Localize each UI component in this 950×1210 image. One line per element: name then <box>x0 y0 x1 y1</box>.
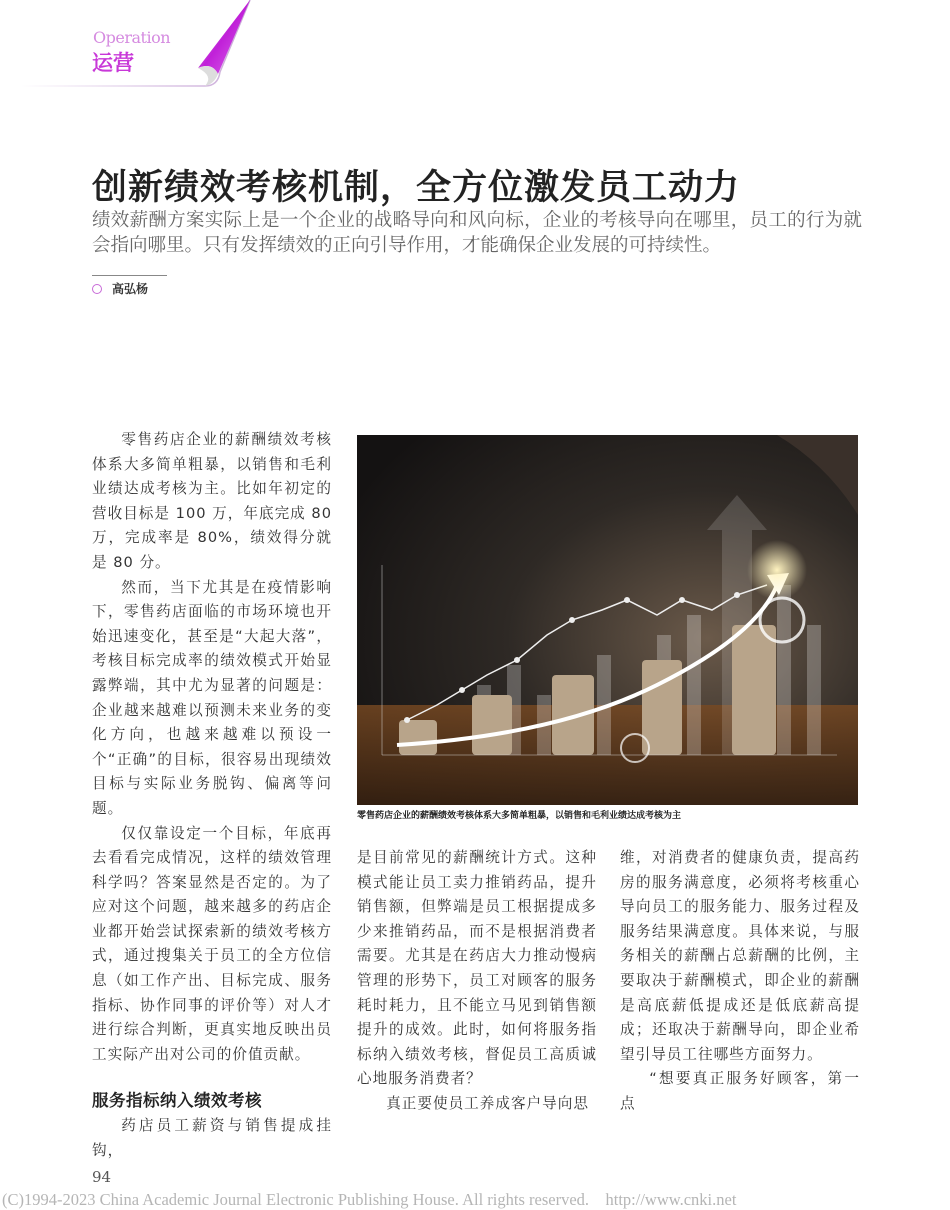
author-byline <box>92 280 148 297</box>
page-number: 94 <box>92 1168 112 1186</box>
author-name: 高弘杨 <box>112 282 149 296</box>
section-label-en: Operation <box>93 28 170 47</box>
article-subtitle: 绩效薪酬方案实际上是一个企业的战略导向和风向标，企业的考核导向在哪里，员工的行为就会指向哪里。只有发挥绩效的正向引导作用，才能确保企业发展的可持续性。 <box>92 210 862 256</box>
paragraph: 然而，当下尤其是在疫情影响下，零售药店面临的市场环境也开始迅速变化，甚至是“大起大落”，考核目标完成率的绩效模式开始显露弊端，其中尤为显著的问题是：企业越来越难以预测未来业务的变化方向，也越来越难以预设一个“正确”的目标，很容易出现绩效目标与实际业务脱钩、偏离等问题。 <box>92 578 332 817</box>
copyright-watermark: (C)1994-2023 China Academic Journal Electronic Publishing House. All rights reserved. http://www.cnki.net <box>2 1190 737 1209</box>
article-photo <box>357 435 858 805</box>
paragraph: 是目前常见的薪酬统计方式。这种模式能让员工卖力推销药品，提升销售额，但弊端是员工根据提成多少来推销药品，而不是根据消费者需要。尤其是在药店大力推动慢病管理的形势下，员工对顾客的服务耗时耗力，且不能立马见到销售额提升的成效。此时，如何将服务指标纳入绩效考核，督促员工高质诚心地服务消费者？ <box>357 849 597 1088</box>
paragraph: 维，对消费者的健康负责，提高药房的服务满意度，必须将考核重心导向员工的服务能力、服务过程及服务结果满意度。具体来说，与服务相关的薪酬占总薪酬的比例，主要取决于薪酬模式，即企业的薪酬是高底薪低提成还是低底薪高提成；还取决于薪酬导向，即企业希望引导员工往哪些方面努力。 <box>620 849 860 1063</box>
section-heading: 服务指标纳入绩效考核 <box>92 1091 262 1111</box>
paragraph: 真正要使员工养成客户导向思 <box>386 1094 589 1112</box>
photo-caption: 零售药店企业的薪酬绩效考核体系大多简单粗暴，以销售和毛利业绩达成考核为主 <box>357 811 682 821</box>
paragraph: “想要真正服务好顾客，第一点 <box>620 1070 860 1112</box>
column-3 <box>620 846 860 1117</box>
paragraph: 零售药店企业的薪酬绩效考核体系大多简单粗暴，以销售和毛利业绩达成考核为主。比如年初定的营收目标是 100 万，年底完成 80 万，完成率是 80%，绩效得分就是 80 分。 <box>92 431 332 571</box>
circle-bullet-icon <box>92 284 102 294</box>
author-divider <box>92 275 167 276</box>
article-title: 创新绩效考核机制，全方位激发员工动力 <box>92 168 741 208</box>
paragraph: 仅仅靠设定一个目标，年底再去看看完成情况，这样的绩效管理科学吗？答案显然是否定的。为了应对这个问题，越来越多的药店企业都开始尝试探索新的绩效考核方式，通过搜集关于员工的全方位信息（如工作产出、目标完成、服务指标、协作同事的评价等）对人才进行综合判断，更真实地反映出员工实际产出对公司的价值贡献。 <box>92 824 332 1063</box>
column-2 <box>357 846 597 1117</box>
section-label-cn: 运营 <box>92 51 134 75</box>
paragraph: 药店员工薪资与销售提成挂钩， <box>92 1117 332 1160</box>
column-1 <box>92 428 332 1164</box>
